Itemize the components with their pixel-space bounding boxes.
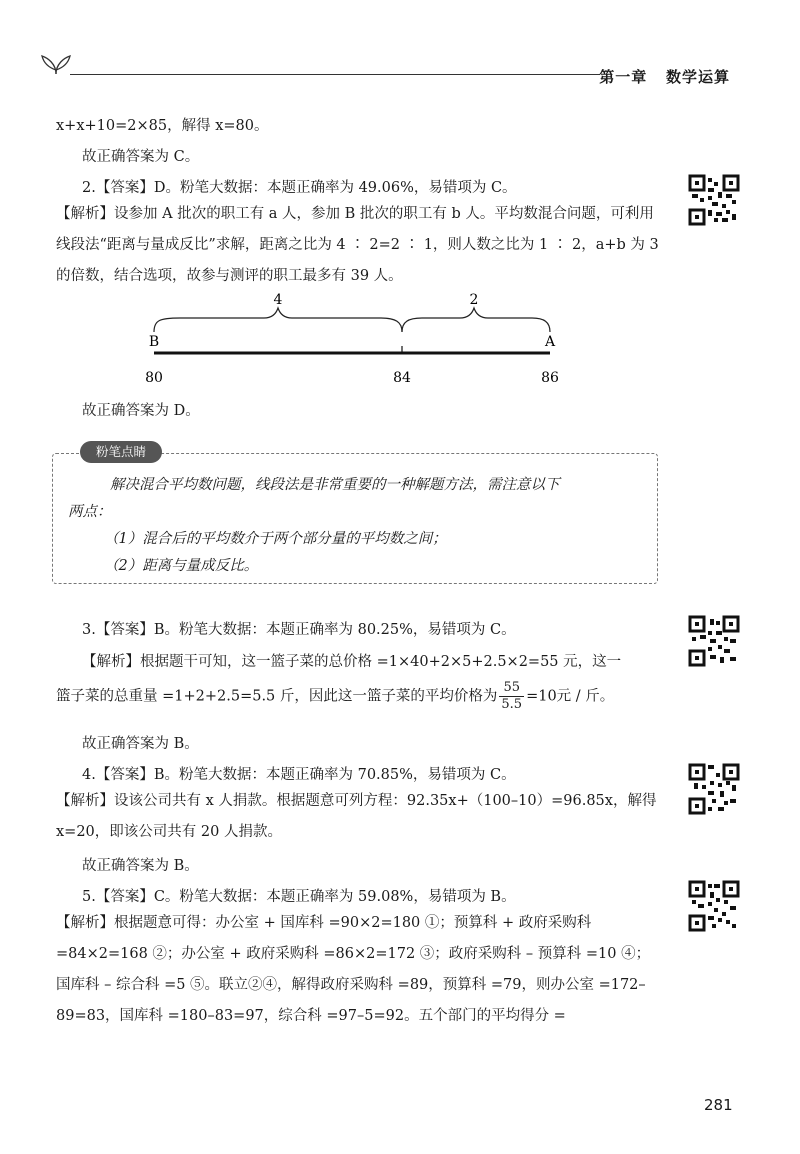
tip-item-2: （2）距离与量成反比。	[104, 558, 259, 574]
page-number: 281	[704, 1096, 733, 1114]
header-rule	[70, 74, 600, 75]
qr-code-icon[interactable]	[688, 880, 740, 932]
q1-conclusion: 故正确答案为 C。	[82, 149, 200, 165]
left-brace	[154, 308, 402, 332]
q2-analysis: 【解析】设参加 A 批次的职工有 a 人，参加 B 批次的职工有 b 人。平均数混合问题，可利用线段法“距离与量成反比”求解，距离之比为 4 ∶ 2=2 ∶ 1，则人数之比为 1 ∶ 2，a+b 为 3 的倍数，结合选项，故参与测评的职工最多有 39 人。	[56, 206, 659, 284]
qr-code-icon[interactable]	[688, 615, 740, 667]
qr-code-icon[interactable]	[688, 763, 740, 815]
tip-label: 粉笔点睛	[80, 441, 162, 463]
q5-answer: 5.【答案】C。粉笔大数据：本题正确率为 59.08%，易错项为 B。	[82, 889, 516, 905]
q2-answer: 2.【答案】D。粉笔大数据：本题正确率为 49.06%，易错项为 C。	[82, 180, 517, 196]
price-fraction: $\frac{55}{5.5}$	[501, 680, 523, 712]
q4-conclusion: 故正确答案为 B。	[82, 858, 199, 874]
span-left-label: 4	[273, 292, 283, 308]
q1-equation: x+x+10=2×85，解得 x=80。	[56, 118, 269, 134]
tick-80-label: 80	[145, 370, 163, 386]
qr-code-icon[interactable]	[688, 174, 740, 226]
q3-answer: 3.【答案】B。粉笔大数据：本题正确率为 80.25%，易错项为 C。	[82, 622, 516, 638]
tip-item-1: （1）混合后的平均数介于两个部分量的平均数之间；	[104, 531, 447, 547]
line-segment-diagram	[140, 290, 570, 390]
q3-analysis-line-1: 【解析】根据题干可知，这一篮子菜的总价格 =1×40+2×5+2.5×2=55 元，这一	[82, 654, 622, 670]
tip-line-2: 两点：	[68, 504, 112, 520]
tick-86-label: 86	[541, 370, 559, 386]
point-a-label: A	[544, 334, 556, 350]
q3-conclusion: 故正确答案为 B。	[82, 736, 199, 752]
q4-answer: 4.【答案】B。粉笔大数据：本题正确率为 70.85%，易错项为 C。	[82, 767, 516, 783]
chapter-heading: 第一章 数学运算	[599, 68, 730, 86]
tip-line-1: 解决混合平均数问题，线段法是非常重要的一种解题方法，需注意以下	[110, 477, 560, 493]
span-right-label: 2	[469, 292, 479, 308]
right-brace	[402, 308, 550, 332]
point-b-label: B	[148, 334, 160, 350]
q5-analysis: 【解析】根据题意可得：办公室 + 国库科 =90×2=180 ①；预算科 + 政府采购科 =84×2=168 ②；办公室 + 政府采购科 =86×2=172 ③；政府采购科 – 预算科 =10 ④；国库科 – 综合科 =5 ⑤。联立②④，解得政府采购科 =89，预算科 =79，则办公室 =172–89=83，国库科 =180–83=97，综合科 =97–5=92。五个部门的平均得分 =	[56, 915, 651, 1024]
q3-analysis-line-2: 篮子菜的总重量 =1+2+2.5=5.5 斤，因此这一篮子菜的平均价格为 $\frac{55}{5.5}$ =10元 / 斤。	[56, 680, 615, 712]
q2-conclusion: 故正确答案为 D。	[82, 403, 200, 419]
q4-analysis: 【解析】设该公司共有 x 人捐款。根据题意可列方程：92.35x+（100–10）=96.85x，解得 x=20，即该公司共有 20 人捐款。	[56, 793, 657, 840]
tick-84-label: 84	[393, 370, 411, 386]
leaf-logo-icon	[38, 48, 74, 78]
